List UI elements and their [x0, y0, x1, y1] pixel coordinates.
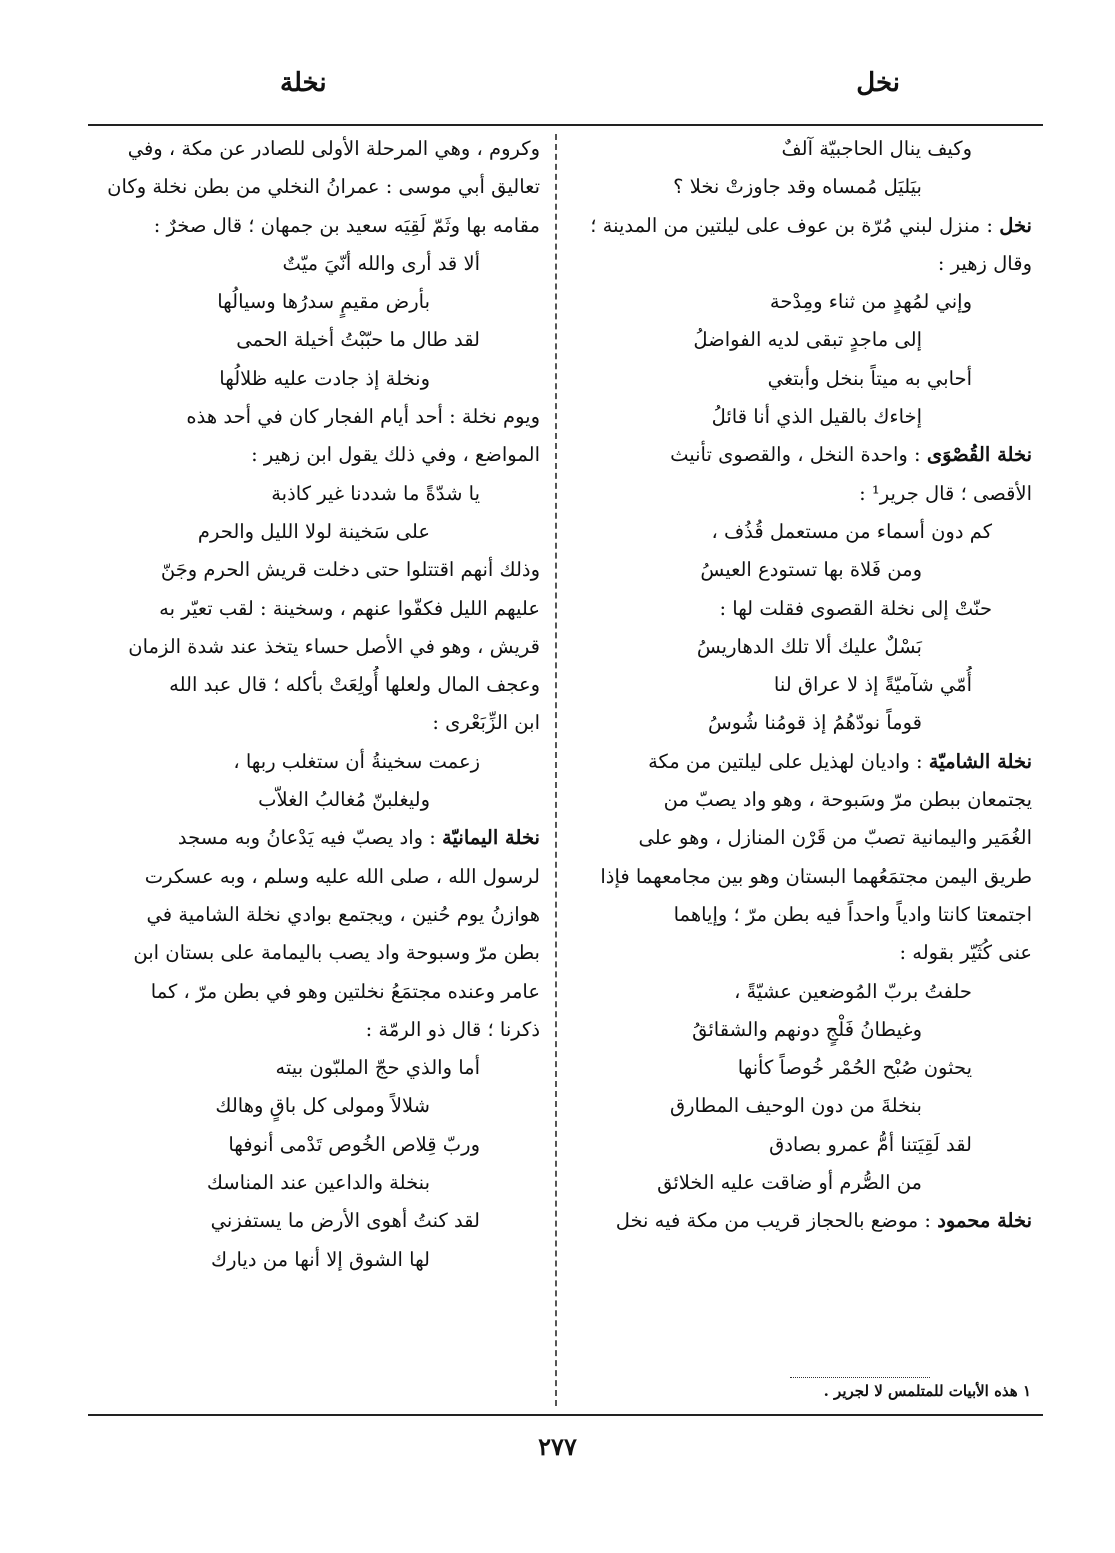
line-text: عليهم الليل فكفّوا عنهم ، وسخينة : لقب تعيّر به: [159, 596, 540, 620]
headword: نخلة القُصْوَى: [926, 443, 1032, 467]
text-line: [90, 858, 540, 896]
line-text: لقد طال ما حبّبْتُ أخيلة الحمى: [236, 328, 480, 352]
entry-line: [572, 743, 1032, 781]
line-text: ألا قد أرى والله أنّيَ ميّتٌ: [282, 251, 480, 275]
line-text: الغُمَير واليمانية تصبّ من قَرْن المنازل ، وهو على: [638, 826, 1032, 850]
top-rule: [88, 124, 1043, 126]
verse-line: [572, 513, 1032, 551]
verse-line: [90, 1049, 540, 1087]
text-line: [90, 934, 540, 972]
verse-line: [572, 973, 1032, 1011]
verse-line: [572, 666, 1032, 704]
line-text: أُمّي شآميّةً إذ لا عراق لنا: [773, 673, 972, 697]
line-text: عامر وعنده مجتمَعُ نخلتين وهو في بطن مرّ ، كما: [150, 979, 540, 1003]
line-text: على سَخينة لولا الليل والحرم: [197, 519, 430, 543]
text-line: [90, 551, 540, 589]
text-line: [90, 207, 540, 245]
line-text: قريش ، وهو في الأصل حساء يتخذ عند شدة الزمان: [128, 634, 540, 658]
line-text: من الصُّرم أو ضاقت عليه الخلائق: [657, 1171, 922, 1195]
line-text: يا شدّةً ما شددنا غير كاذبة: [271, 481, 480, 505]
line-text: يجتمعان ببطن مرّ وسَبوحة ، وهو واد يصبّ من: [663, 788, 1032, 812]
verse-line: [572, 398, 1032, 436]
text-line: [572, 819, 1032, 857]
line-text: ويوم نخلة : أحد أيام الفجار كان في أحد هذه: [186, 405, 540, 429]
line-text: وكروم ، وهي المرحلة الأولى للصادر عن مكة ، وفي: [127, 137, 540, 160]
line-text: قوماً نودّهُمُ إذ قومُنا شُوسُ: [707, 711, 922, 735]
verse-line: [572, 551, 1032, 589]
running-head-right: نخل: [856, 68, 900, 98]
line-text: لقد كنتُ أهوى الأرض ما يستفزني: [210, 1209, 480, 1233]
text-line: [572, 858, 1032, 896]
verse-line: [90, 1164, 540, 1202]
text-line: [572, 934, 1032, 972]
verse-line: [90, 781, 540, 819]
column-divider: [555, 134, 557, 1406]
line-text: لها الشوق إلا أنها من ديارك: [211, 1247, 430, 1271]
line-text: إلى ماجدٍ تبقى لديه الفواضلُ: [693, 328, 922, 352]
line-text: بيَليَل مُمساه وقد جاوزتْ نخلا ؟: [673, 175, 922, 199]
verse-line: [90, 475, 540, 513]
line-text: : موضع بالحجاز قريب من مكة فيه نخل: [615, 1209, 932, 1233]
verse-line: [572, 360, 1032, 398]
line-text: ومن فَلاة بها تستودع العيسُ: [700, 558, 922, 582]
headword: نخلة اليمانيّة: [442, 826, 540, 850]
verse-line: [572, 1049, 1032, 1087]
text-line: [90, 398, 540, 436]
text-line: [90, 1011, 540, 1049]
verse-line: [572, 1164, 1032, 1202]
text-line: [572, 781, 1032, 819]
line-text: زعمت سخينةُ أن ستغلب ربها ،: [233, 749, 480, 773]
line-text: لرسول الله ، صلى الله عليه وسلم ، وبه عسكرت: [144, 864, 540, 888]
line-text: أما والذي حجّ الملبّون بيته: [275, 1056, 480, 1080]
verse-line: [90, 1087, 540, 1125]
line-text: وليغلبنّ مُغالبُ الغلاّب: [258, 788, 430, 812]
line-text: ذكرنا ؛ قال ذو الرمّة :: [365, 1017, 540, 1041]
line-text: أحابي به ميتاً بنخل وأبتغي: [767, 366, 972, 390]
text-line: [90, 973, 540, 1011]
text-line: [90, 168, 540, 206]
text-line: [90, 704, 540, 742]
line-text: الأقصى ؛ قال جرير¹ :: [859, 481, 1032, 505]
text-line: [90, 896, 540, 934]
line-text: بَسْلٌ عليك ألا تلك الدهاريسُ: [696, 634, 922, 658]
line-text: : منزل لبني مُرّة بن عوف على ليلتين من المدينة ؛: [590, 213, 993, 237]
text-line: [90, 666, 540, 704]
entry-line: [572, 436, 1032, 474]
verse-line: [90, 283, 540, 321]
line-text: تعاليق أبي موسى : عمرانُ النخلي من بطن نخلة وكان: [107, 175, 540, 199]
verse-line: [90, 1126, 540, 1164]
text-line: [90, 590, 540, 628]
line-text: مقامه بها وثَمّ لَقِيَه سعيد بن جمهان ؛ قال صخرٌ :: [153, 213, 540, 237]
line-text: بنخلة والداعين عند المناسك: [206, 1171, 430, 1195]
line-text: وربّ قِلاص الخُوص تَدْمى أنوفها: [228, 1132, 480, 1156]
verse-line: [572, 283, 1032, 321]
entry-line: [572, 1202, 1032, 1240]
line-text: طريق اليمن مجتمَعُهما البستان وهو بين مجامعهما فإذا: [600, 864, 1032, 888]
verse-line: [572, 1087, 1032, 1125]
line-text: بأرض مقيمٍ سدرُها وسيالُها: [217, 290, 430, 314]
line-text: كم دون أسماء من مستعمل قُذُف ،: [711, 519, 992, 543]
verse-line: [572, 704, 1032, 742]
line-text: : واحدة النخل ، والقصوى تأنيث: [670, 443, 921, 467]
line-text: عنى كُثَيّر بقوله :: [899, 941, 1032, 965]
line-text: شلالاً ومولى كل باقٍ وهالك: [215, 1094, 430, 1118]
line-text: وغيطانُ فَلْجٍ دونهم والشقائقُ: [692, 1017, 922, 1041]
headword: نخلة محمود: [937, 1209, 1032, 1233]
text-line: [90, 436, 540, 474]
page-number: ٢٧٧: [538, 1432, 577, 1461]
entry-line: [90, 819, 540, 857]
line-text: ونخلة إذ جادت عليه ظلالُها: [219, 366, 430, 390]
verse-line: [572, 1126, 1032, 1164]
verse-line: [572, 628, 1032, 666]
verse-line: [572, 168, 1032, 206]
line-text: وذلك أنهم اقتتلوا حتى دخلت قريش الحرم وجَنّ: [160, 558, 540, 582]
verse-line: [90, 360, 540, 398]
running-head-left: نخلة: [280, 68, 327, 98]
headword: نخلة الشاميّة: [928, 749, 1032, 773]
text-line: [90, 130, 540, 168]
line-text: وإني لمُهدٍ من ثناء ومِدْحة: [769, 290, 972, 314]
verse-line: [90, 743, 540, 781]
line-text: وقال زهير :: [937, 251, 1032, 275]
footnote-rule: [790, 1377, 930, 1378]
bottom-rule: [88, 1414, 1043, 1416]
headword: نخل: [999, 213, 1032, 237]
right-column: [572, 130, 1032, 1241]
verse-line: [90, 1241, 540, 1279]
footnote: ١ هذه الأبيات للمتلمس لا لجرير .: [823, 1382, 1031, 1400]
line-text: المواضع ، وفي ذلك يقول ابن زهير :: [251, 443, 540, 467]
line-text: لقد لَقِيَتنا أمُّ عمرو بصادق: [769, 1132, 972, 1156]
verse-line: [572, 1011, 1032, 1049]
text-line: [572, 245, 1032, 283]
line-text: حنّتْ إلى نخلة القصوى فقلت لها :: [719, 596, 992, 620]
entry-line: [572, 207, 1032, 245]
line-text: اجتمعتا كانتا وادياً واحداً فيه بطن مرّ ؛ وإياهما: [673, 902, 1032, 926]
line-text: وكيف ينال الحاجبيّة آلفٌ: [781, 137, 972, 160]
line-text: ابن الزِّبَعْرى :: [432, 711, 540, 735]
left-column: [90, 130, 540, 1279]
verse-line: [90, 245, 540, 283]
text-line: [90, 628, 540, 666]
verse-line: [90, 513, 540, 551]
line-text: وعجف المال ولعلها أُولِعَتْ بأكله ؛ قال عبد الله: [169, 673, 540, 697]
line-text: : واد يصبّ فيه يَدْعانُ وبه مسجد: [177, 826, 436, 850]
line-text: حلفتُ بربّ المُوضعين عشيّةً ،: [734, 979, 972, 1003]
text-line: [572, 475, 1032, 513]
text-line: [572, 896, 1032, 934]
verse-line: [572, 321, 1032, 359]
line-text: إخاءك بالقيل الذي أنا قائلُ: [711, 405, 922, 429]
verse-line: [90, 321, 540, 359]
line-text: بنخلةَ من دون الوحيف المطارق: [670, 1094, 922, 1118]
line-text: هوازنُ يوم حُنين ، ويجتمع بوادي نخلة الشامية في: [146, 902, 540, 926]
line-text: بطن مرّ وسبوحة واد يصب باليمامة على بستان ابن: [133, 941, 540, 965]
line-text: : واديان لهذيل على ليلتين من مكة: [648, 749, 923, 773]
verse-line: [572, 590, 1032, 628]
verse-line: [572, 130, 1032, 168]
line-text: يحثون صُبْح الحُمْر خُوصاً كأنها: [737, 1056, 972, 1080]
verse-line: [90, 1202, 540, 1240]
